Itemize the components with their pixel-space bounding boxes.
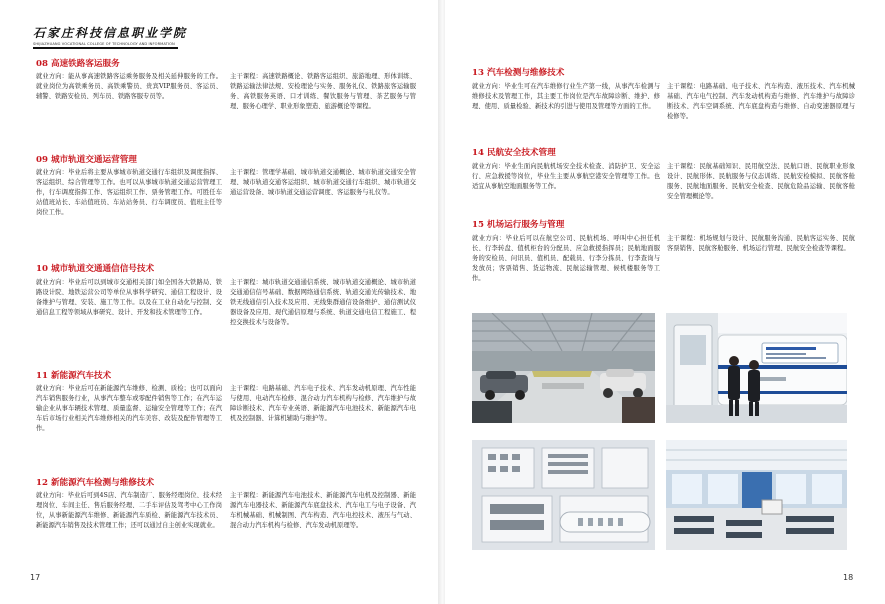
section-direction: 就业方向：能从事高速铁路客运乘务服务及相关延伸服务的工作。就业岗位为高铁乘务员、高铁乘警员、贵宾VIP服务员、客运员、辅警、铁路安检员、列车员、铁路客服专员等。: [36, 73, 222, 100]
school-name-en: SHIJIAZHUANG VOCATIONAL COLLEGE OF TECHNOLOGY AND INFORMATION: [33, 42, 175, 46]
section-courses: 主干课程：新能源汽车电池技术、新能源汽车电机及控制器、新能源汽车电器技术、新能源汽车底盘技术、汽车电工与电子设备、汽车机械基础、机械制图、汽车构造、汽车电控技术、液压与气动、混合动力汽车机构与检修、汽车发动机原理等。: [230, 492, 416, 529]
section-title: 11 新能源汽车技术: [36, 371, 112, 381]
section-title: 13 汽车检测与维修技术: [472, 68, 565, 78]
section-courses: 主干课程：机场规划与设计、民航服务沟通、民航客运实务、民航客票销售、民航客舱服务、机场运行管理、民航安全检查等课程。: [667, 235, 855, 252]
section-direction: 就业方向：毕业后可到4S店、汽车制造厂、服务经理岗位、技术经理岗位、车间主任、售后服务经理、二手车评估及驾考中心工作岗位，从事新能源汽车维修、新能源汽车质检、新能源汽车技术员、新能源汽车销售及技术管理工作；还可以通过自主创业实现就业。: [36, 492, 222, 529]
logo-underline: [33, 47, 178, 49]
section-title: 12 新能源汽车检测与维修技术: [36, 478, 155, 488]
left-page: [0, 0, 440, 604]
airport-training-render-photo: [472, 440, 655, 550]
section-title: 15 机场运行服务与管理: [472, 220, 565, 230]
section-courses: 主干课程：高速铁路概论、铁路客运组织、旅游地理、形体训练、铁路运输法律法规、安检理论与实务、服务礼仪、铁路旅客运输服务、高铁服务英语、口才训练、餐饮服务与管理、茶艺服务与管理、服务心理学、职业形象塑造、旅游概论等课程。: [230, 73, 416, 110]
airport-terminal-photo: [666, 440, 847, 550]
section-direction: 就业方向：毕业后将主要从事城市轨道交通行车组织及调度指挥、客运组织、综合管理等工作。也可以从事城市轨道交通运营管理工作，行车调度指挥工作、客运组织工作、票务管理工作。可胜任车站值班站长、车站值班员、车站站务员、行车调度员、值班主任等岗位工作。: [36, 169, 222, 216]
page-number: 17: [30, 573, 41, 582]
right-page: [445, 0, 885, 604]
section-courses: 主干课程：管理学基础、城市轨道交通概论、城市轨道交通安全管理、城市轨道交通客运组织、城市轨道交通行车组织、城市轨道交通运营设备、城市轨道交通运营调度、客运服务与礼仪等。: [230, 169, 416, 196]
school-logo: [33, 24, 188, 49]
section-direction: 就业方向：毕业后可在新能源汽车维修、检测、质检；也可以面向汽车销售服务行业，从事汽车整车或零配件销售等工作；在汽车运输企业从事车辆技术管理、质量监督、运输安全管理等工作；在汽车后市场行业相关汽车维修相关的汽车美容、改装及配件管理等工作。: [36, 385, 222, 432]
section-direction: 就业方向：毕业后可以在航空公司、民航机场、呼叫中心担任机长、行李转盘、值机柜台的分配员、应急救援指挥员；民航地面服务的安检员、问讯员、值机员、配载员、行李分拣员、行李查询与发放员；客票销售、货运物流、民航运输管理、候机楼服务等工作。: [472, 235, 660, 282]
section-courses: 主干课程：电路基础、汽车电子技术、汽车发动机原理、汽车性能与使用、电动汽车检修、混合动力汽车机构与检修、汽车维护与故障诊断技术、汽车专业英语、新能源汽车电池技术、新能源汽车电机及控制器、计算机辅助与维护等。: [230, 385, 416, 422]
section-title: 10 城市轨道交通通信信号技术: [36, 264, 155, 274]
section-direction: 就业方向：毕业生可在汽车维修行业生产第一线，从事汽车检测与维修技术及管理工作，其主要工作岗位是汽车故障诊断、维护、修理、使用、质量检验、新技术的引进与使用及管理等方面的工作。: [472, 83, 660, 110]
auto-workshop-photo: [472, 313, 655, 423]
page-number: 18: [843, 573, 854, 582]
section-courses: 主干课程：城市轨道交通通信系统、城市轨道交通概论、城市轨道交通通信信号基础、数据网络通信系统、轨道交通光传输技术、地铁无线通信引入技术及应用、无线集群通信设备维护、通信测试仪器设备及应用、现代通信原理与系统、轨道交通电信工程施工、程控交换技术与设备等。: [230, 279, 416, 326]
school-name-cn: 石家庄科技信息职业学院: [33, 26, 188, 40]
section-title: 09 城市轨道交通运营管理: [36, 155, 137, 165]
section-title: 14 民航安全技术管理: [472, 148, 556, 158]
section-title: 08 高速铁路客运服务: [36, 59, 120, 69]
train-simulator-photo: [666, 313, 847, 423]
section-courses: 主干课程：民航基础知识、民用航空法、民航口语、民航职业形象设计、民航形体、民航服务与仪态训练、民航安检模拟、民航客舱服务、民航地面服务、民航安全检查、民航危险品运输、民航客舱安全管理概论等。: [667, 163, 855, 200]
section-direction: 就业方向：毕业生面向民航机场安全技术检查、消防护卫、安全运行、应急救援等岗位，毕业生主要从事航空港安全管理等工作。也适宜从事航空地面服务等工作。: [472, 163, 660, 190]
section-courses: 主干课程：电路基础、电子技术、汽车构造、液压技术、汽车机械基础、汽车电气控制、汽车发动机构造与维修、汽车维护与故障诊断技术、汽车空调系统、汽车底盘构造与维修、自动变速器原理与检修等。: [667, 83, 855, 120]
section-direction: 就业方向：毕业后可以到城市交通相关部门如全国各大铁路局、铁路设计院、地铁运营公司等单位从事科学研究、通信工程设计、设备维护与管理、安装、施工等工作。以及在工业自动化与控制、交通信息工程等领域从事研究、设计、开发和技术管理等工作。: [36, 279, 222, 316]
